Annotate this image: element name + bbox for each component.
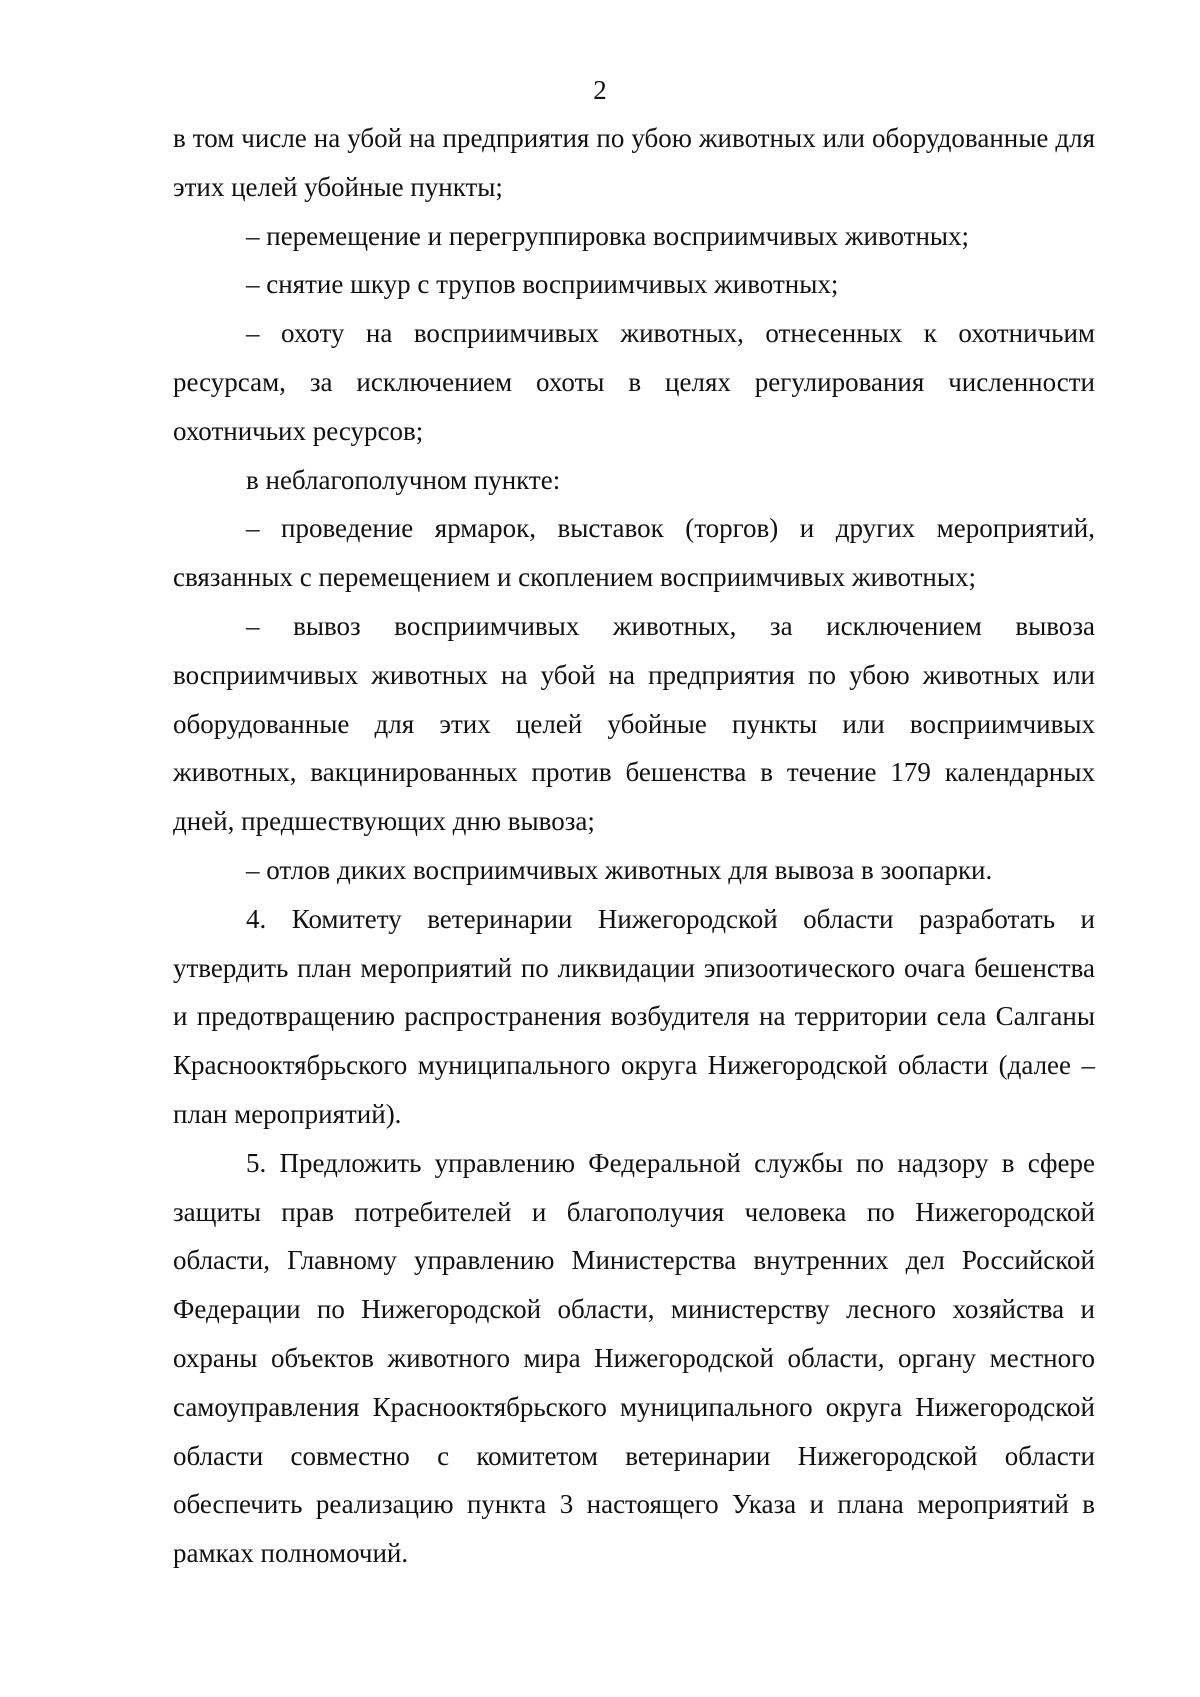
paragraph-list-item: – отлов диких восприимчивых животных для вывоза в зоопарки. — [246, 854, 993, 885]
paragraph-continuation: в том числе на убой на предприятия по убою животных или оборудованные для этих целей убойные пункты; — [173, 123, 1095, 202]
paragraph-item-4: 4. Комитету ветеринарии Нижегородской области разработать и утвердить план мероприятий по ликвидации эпизоотического очага бешенства и предотвращению распространения возбудителя на территории села Салганы Краснооктябрьского муниципального округа Нижегородской области (далее – план мероприятий). — [173, 903, 1095, 1129]
paragraph-item-5: 5. Предложить управлению Федеральной службы по надзору в сфере защиты прав потребителей и благополучия человека по Нижегородской области, Главному управлению Министерства внутренних дел Российской Федерации по Нижегородской области, министерству лесного хозяйства и охраны объектов животного мира Нижегородской области, органу местного самоуправления Краснооктябрьского муниципального округа Нижегородской области совместно с комитетом ветеринарии Нижегородской области обеспечить реализацию пункта 3 настоящего Указа и плана мероприятий в рамках полномочий. — [173, 1147, 1095, 1569]
paragraph-list-item: – снятие шкур с трупов восприимчивых животных; — [246, 269, 839, 300]
paragraph-subheading: в неблагополучном пункте: — [246, 464, 561, 495]
paragraph-list-item: – вывоз восприимчивых животных, за исключением вывоза восприимчивых животных на убой на предприятия по убою животных или оборудованные для этих целей убойные пункты или восприимчивых животных, вакцинированных против бешенства в течение 179 календарных дней, предшествующих дню вывоза; — [173, 610, 1095, 837]
paragraph-list-item: – проведение ярмарок, выставок (торгов) и других мероприятий, связанных с перемещением и скоплением восприимчивых животных; — [173, 513, 1095, 593]
paragraph-list-item: – охоту на восприимчивых животных, отнесенных к охотничьим ресурсам, за исключением охоты в целях регулирования численности охотничьих ресурсов; — [173, 318, 1095, 446]
document-body — [173, 114, 1095, 1578]
paragraph-list-item: – перемещение и перегруппировка восприимчивых животных; — [246, 220, 970, 251]
page-number: 2 — [593, 75, 607, 105]
